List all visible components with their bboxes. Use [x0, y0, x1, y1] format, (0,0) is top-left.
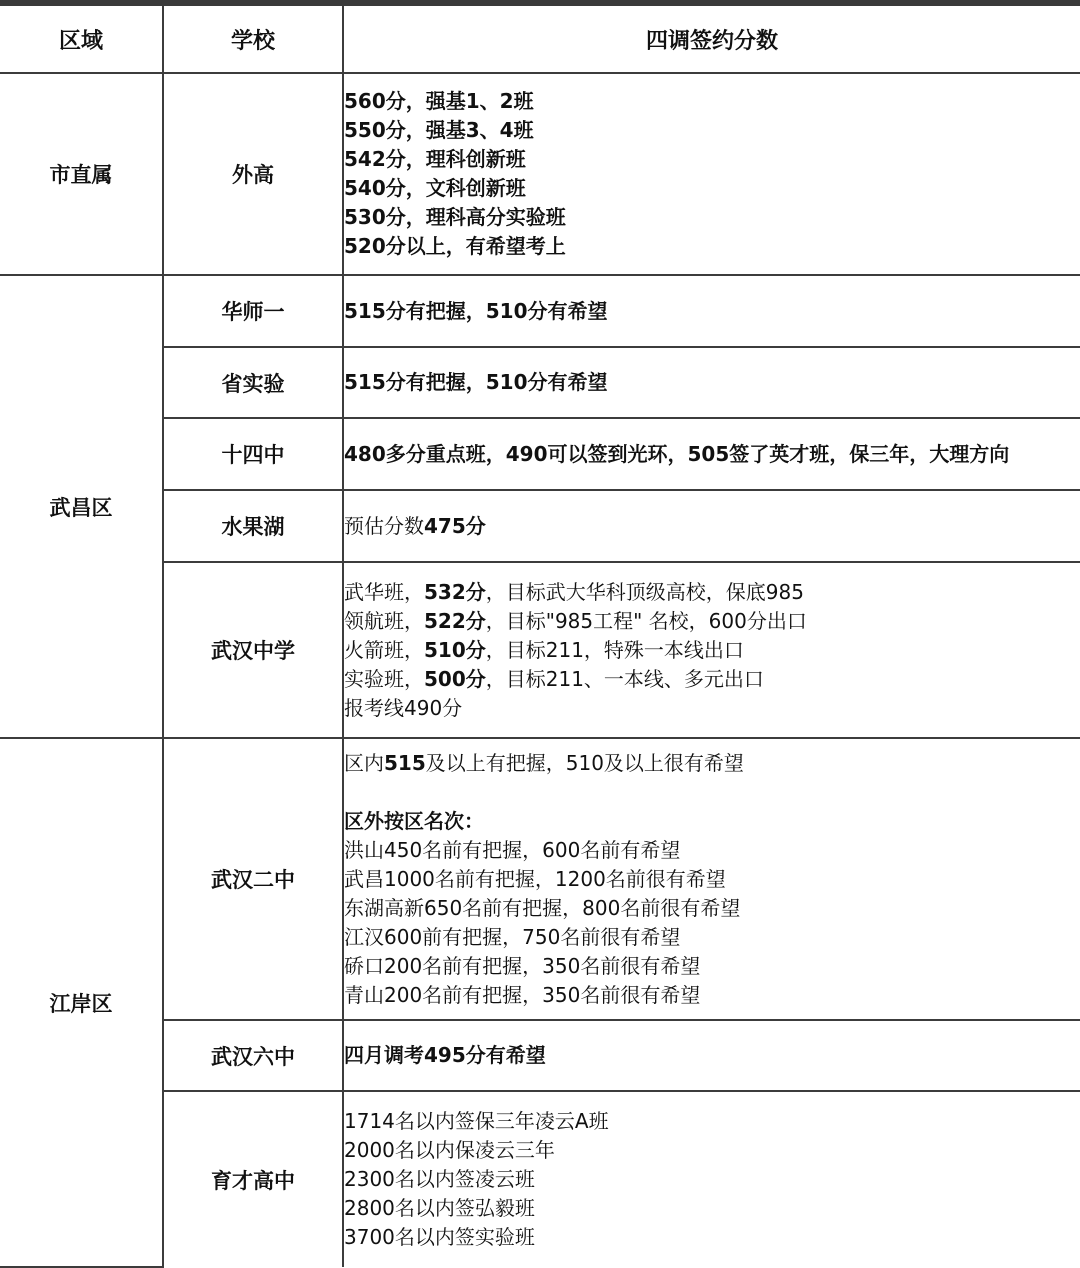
score-line: 青山200名前有把握，350名前很有希望: [344, 982, 701, 1007]
header-row: [0, 6, 1080, 73]
score-line: 520分以上，有希望考上: [344, 234, 566, 258]
score-line: 550分，强基3、4班: [344, 118, 534, 142]
score-text: 区内: [344, 750, 384, 775]
score-cell: [343, 490, 1080, 562]
score-text: 预估分数: [344, 513, 424, 538]
score-cell: [343, 418, 1080, 490]
score-line: 东湖高新650名前有把握，800名前很有希望: [344, 895, 741, 920]
score-text: 火箭班，: [344, 637, 424, 662]
score-text: ，目标211、一本线、多元出口: [485, 666, 764, 691]
score-table: [0, 6, 1080, 1268]
score-line: [344, 607, 1080, 636]
table-row: [0, 73, 1080, 275]
score-text: 实验班，: [344, 666, 424, 691]
score-line: 515分有把握，510分有希望: [344, 370, 608, 394]
school-cell: 武汉中学: [163, 562, 343, 738]
line-spacer: [344, 778, 1080, 807]
score-value: 510分: [424, 637, 486, 662]
score-cell: [343, 73, 1080, 275]
region-cell: 江岸区: [0, 738, 163, 1267]
score-line: 560分，强基1、2班: [344, 89, 534, 113]
table-row: [0, 275, 1080, 347]
score-text: 武华班，: [344, 579, 424, 604]
score-line: 报考线490分: [344, 695, 463, 720]
school-cell: 水果湖: [163, 490, 343, 562]
score-cell: [343, 347, 1080, 418]
score-line: 2000名以内保凌云三年: [344, 1138, 555, 1162]
score-line: 2800名以内签弘毅班: [344, 1196, 535, 1220]
score-line: 542分，理科创新班: [344, 147, 526, 171]
score-line: [344, 512, 1080, 541]
score-text: ，目标211，特殊一本线出口: [485, 637, 744, 662]
header-score: 四调签约分数: [343, 6, 1080, 73]
score-line: 1714名以内签保三年凌云A班: [344, 1109, 609, 1133]
school-cell: 省实验: [163, 347, 343, 418]
score-value: 532分: [424, 579, 486, 604]
school-cell: 育才高中: [163, 1091, 343, 1267]
table-row: [0, 738, 1080, 1020]
header-school: 学校: [163, 6, 343, 73]
school-cell: 十四中: [163, 418, 343, 490]
score-value: 515: [384, 750, 426, 775]
score-line: 3700名以内签实验班: [344, 1225, 535, 1249]
score-line: 540分，文科创新班: [344, 176, 526, 200]
score-value: 500分: [424, 666, 486, 691]
score-text: ，目标武大华科顶级高校，保底985: [485, 579, 804, 604]
header-region: 区域: [0, 6, 163, 73]
score-value: 522分: [424, 608, 486, 633]
school-cell: 华师一: [163, 275, 343, 347]
score-line: [344, 665, 1080, 694]
score-line: [344, 578, 1080, 607]
score-subheading: 区外按区名次：: [344, 808, 484, 833]
score-cell: [343, 562, 1080, 738]
score-line: 洪山450名前有把握，600名前有希望: [344, 837, 681, 862]
score-cell: [343, 738, 1080, 1020]
score-line: 武昌1000名前有把握，1200名前很有希望: [344, 866, 726, 891]
score-line: 硚口200名前有把握，350名前很有希望: [344, 953, 701, 978]
region-cell: 市直属: [0, 73, 163, 275]
score-cell: [343, 1091, 1080, 1267]
score-value: 475分: [424, 513, 486, 538]
score-text: 领航班，: [344, 608, 424, 633]
score-line: 515分有把握，510分有希望: [344, 298, 608, 323]
score-line: 2300名以内签凌云班: [344, 1167, 535, 1191]
school-cell: 武汉二中: [163, 738, 343, 1020]
score-text: ，目标"985工程" 名校，600分出口: [485, 608, 807, 633]
score-line: [344, 749, 1080, 778]
score-text: 及以上有把握，510及以上很有希望: [425, 750, 744, 775]
score-line: 四月调考495分有希望: [344, 1043, 546, 1067]
score-line: 江汉600前有把握，750名前很有希望: [344, 924, 681, 949]
score-line: 480多分重点班，490可以签到光环，505签了英才班，保三年，大理方向: [344, 441, 1010, 466]
school-cell: 武汉六中: [163, 1020, 343, 1091]
region-cell: 武昌区: [0, 275, 163, 738]
score-line: [344, 636, 1080, 665]
school-cell: 外高: [163, 73, 343, 275]
score-line: 530分，理科高分实验班: [344, 205, 566, 229]
score-cell: [343, 1020, 1080, 1091]
score-cell: [343, 275, 1080, 347]
